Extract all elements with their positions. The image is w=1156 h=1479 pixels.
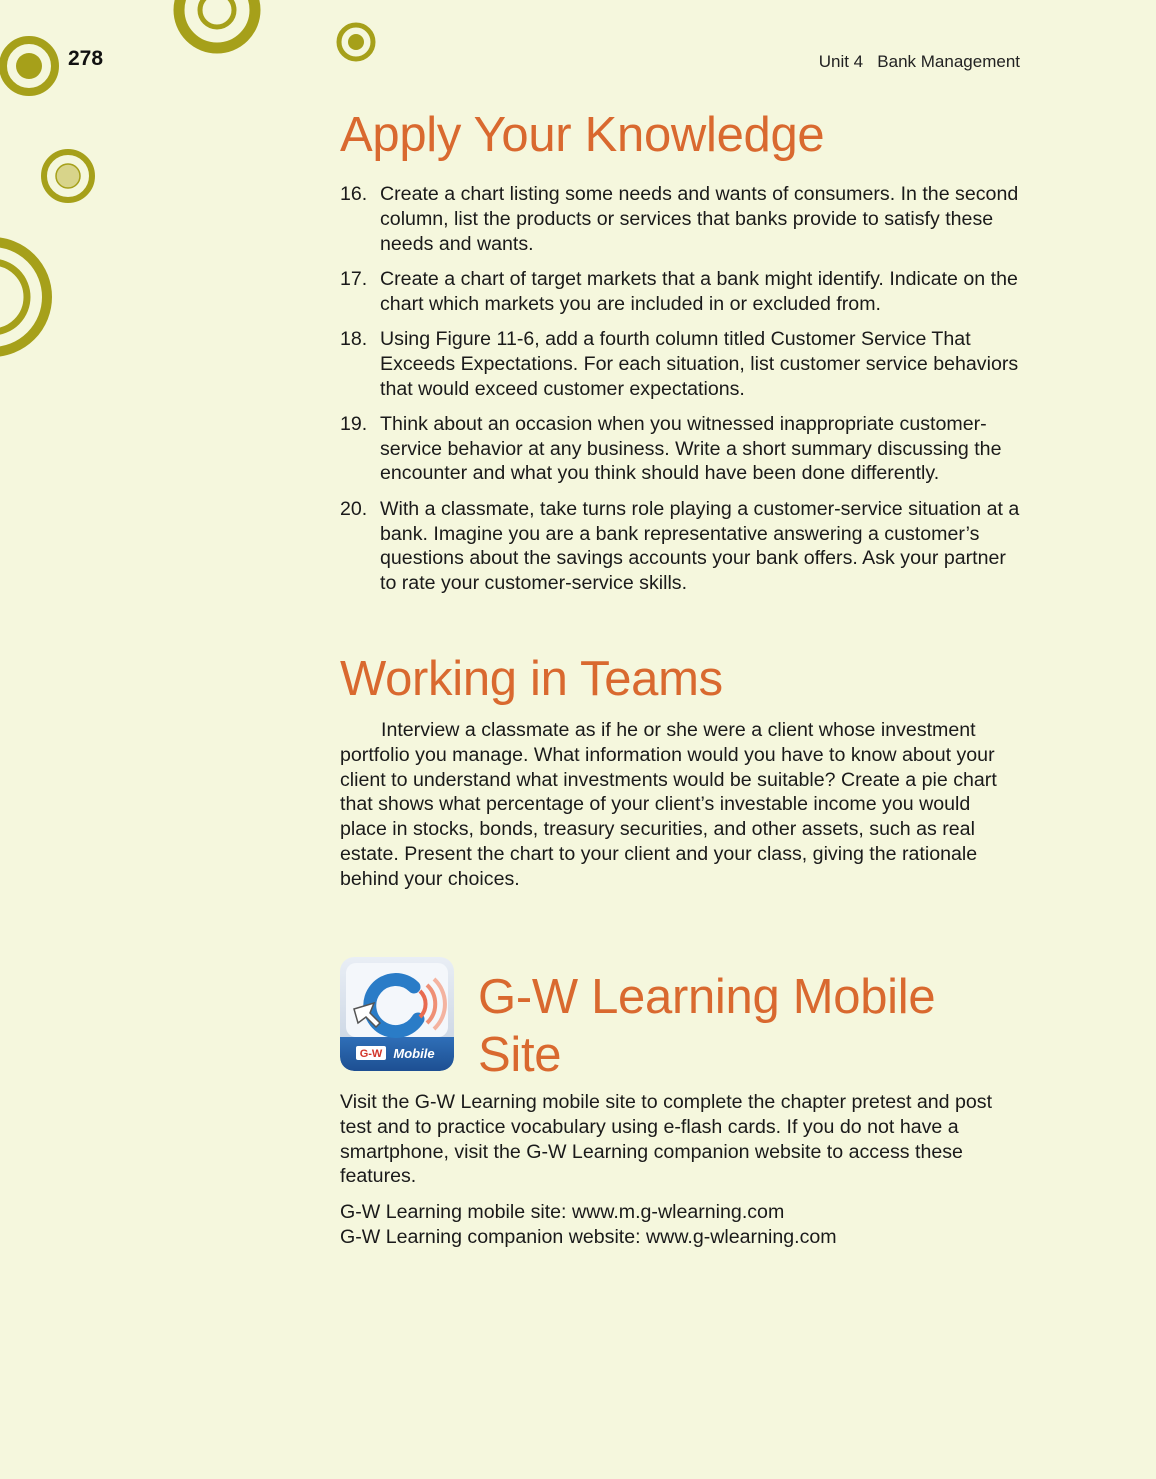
running-header: Unit 4 Bank Management — [818, 52, 1020, 71]
apply-knowledge-heading: Apply Your Knowledge — [340, 108, 825, 162]
item-number: 17. — [340, 267, 368, 290]
apply-knowledge-section — [340, 104, 1020, 596]
item-number: 18. — [340, 327, 368, 350]
list-item — [340, 497, 1020, 596]
svg-text:G-W: G-W — [359, 1048, 383, 1060]
item-text: With a classmate, take turns role playing a customer-service situation at a bank. Imagine you are a bank representative answering a customer’s questions about the savings accounts your bank offers. Ask your partner to rate your customer-service skills. — [380, 497, 1020, 595]
list-item — [340, 182, 1020, 256]
apply-knowledge-list — [340, 182, 1020, 596]
mobile-site-link[interactable]: G-W Learning mobile site: www.m.g-wlearning.com — [340, 1201, 785, 1224]
mobile-site-heading: G-W Learning Mobile Site — [478, 970, 936, 1082]
gw-mobile-app-icon — [340, 957, 454, 1071]
item-text: Think about an occasion when you witnessed inappropriate customer-service behavior at any business. Write a short summary discussing the encounter and what you think should have been done differently. — [380, 412, 1002, 485]
large-ring-decoration — [0, 242, 47, 352]
page-number-bullseye — [3, 40, 55, 92]
list-item — [340, 327, 1020, 401]
companion-site-link[interactable]: G-W Learning companion website: www.g-wlearning.com — [340, 1225, 837, 1248]
page-number: 278 — [68, 47, 104, 70]
item-number: 19. — [340, 412, 368, 435]
mobile-site-section — [340, 957, 1020, 1250]
mobile-site-links — [340, 1200, 1020, 1250]
light-bullseye-decoration — [44, 152, 92, 200]
item-text: Create a chart of target markets that a bank might identify. Indicate on the chart which markets you are included in or excluded from. — [380, 267, 1018, 315]
item-number: 16. — [340, 183, 368, 205]
working-in-teams-heading: Working in Teams — [340, 651, 723, 706]
small-bullseye-decoration — [339, 25, 373, 59]
main-content — [340, 104, 1020, 892]
item-text: Using Figure 11-6, add a fourth column titled Customer Service That Exceeds Expectations. For each situation, list customer service behaviors that would exceed customer expectations. — [380, 327, 1019, 400]
svg-text:Mobile: Mobile — [393, 1046, 435, 1061]
top-ring-decoration — [179, 0, 255, 48]
item-number: 20. — [340, 497, 368, 520]
working-in-teams-body: Interview a classmate as if he or she were a client whose investment portfolio you manage. What information would you have to know about your client to understand what investments would be suitable? Create a pie chart that shows what percentage of your client’s investable income you would place in stocks, bonds, treasury securities, and other assets, such as real estate. Present the chart to your client and your class, giving the rationale behind your choices. — [340, 718, 997, 890]
item-text: Create a chart listing some needs and wants of consumers. In the second column, list the products or services that banks provide to satisfy these needs and wants. — [380, 183, 1019, 255]
list-item — [340, 267, 1020, 317]
mobile-site-body: Visit the G-W Learning mobile site to complete the chapter pretest and post test and to practice vocabulary using e-flash cards. If you do not have a smartphone, visit the G-W Learning companion website to access these features. — [340, 1091, 993, 1188]
working-in-teams-section — [340, 648, 1020, 892]
list-item — [340, 412, 1020, 486]
